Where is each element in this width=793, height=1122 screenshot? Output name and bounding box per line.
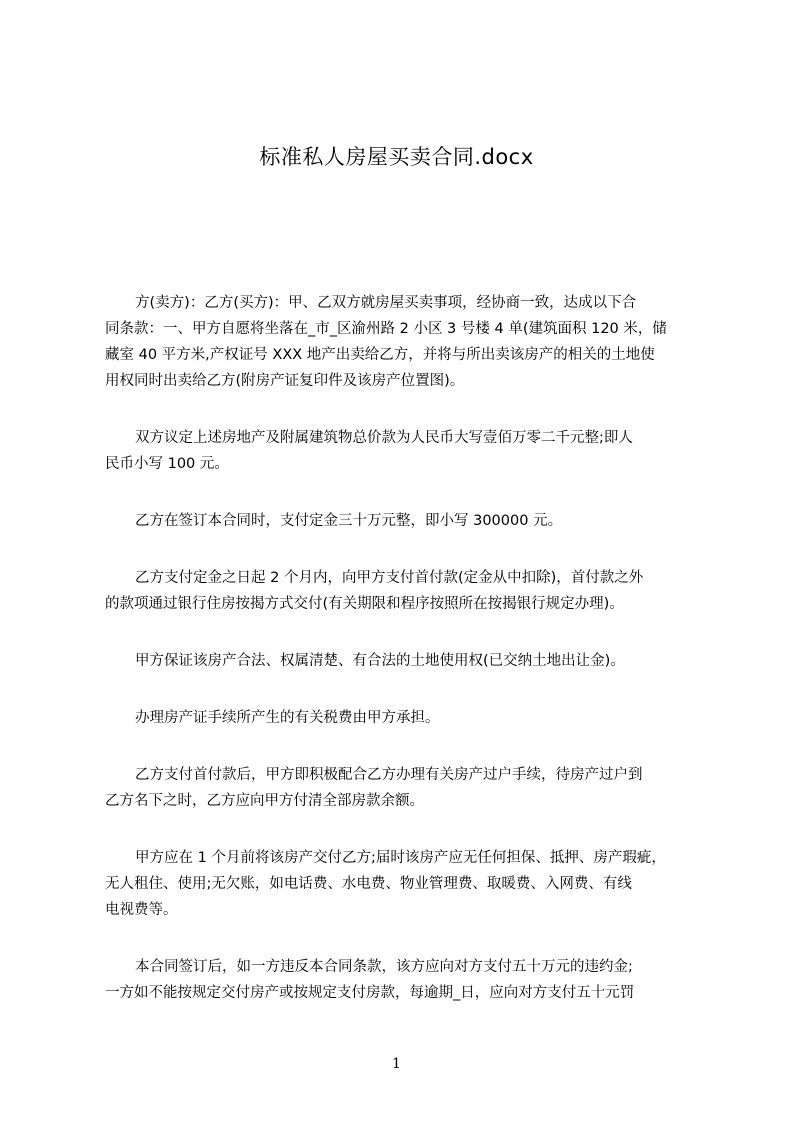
paragraph-deposit (105, 508, 701, 534)
text-line: 甲方应在 1 个月前将该房产交付乙方;届时该房产应无任何担保、抵押、房产瑕疵， (135, 850, 666, 866)
text-line: 办理房产证手续所产生的有关税费由甲方承担。 (135, 710, 440, 726)
text-line: 乙方在签订本合同时，支付定金三十万元整，即小写 300000 元。 (135, 513, 563, 529)
paragraph-fees (105, 705, 701, 731)
text-line: 电视费等。 (105, 902, 178, 918)
text-line: 双方议定上述房地产及附属建筑物总价款为人民币大写壹佰万零二千元整;即人 (135, 430, 633, 446)
text-line: 乙方支付定金之日起 2 个月内，向甲方支付首付款(定金从中扣除)，首付款之外 (135, 570, 644, 586)
text-line: 用权同时出卖给乙方(附房产证复印件及该房产位置图)。 (105, 373, 465, 389)
text-line: 乙方支付首付款后，甲方即积极配合乙方办理有关房产过户手续，待房产过户到 (135, 767, 643, 783)
text-line: 同条款：一、甲方自愿将坐落在_市_区渝州路 2 小区 3 号楼 4 单(建筑面积 120 米，储 (105, 321, 667, 337)
paragraph-breach (105, 954, 701, 1006)
text-line: 本合同签订后，如一方违反本合同条款，该方应向对方支付五十万元的违约金; (135, 959, 633, 975)
text-line: 的款项通过银行住房按揭方式交付(有关期限和程序按照所在按揭银行规定办理)。 (105, 596, 624, 612)
paragraph-delivery (105, 845, 701, 923)
paragraph-parties (105, 290, 701, 394)
text-line: 甲方保证该房产合法、权属清楚、有合法的土地使用权(已交纳土地出让金)。 (135, 653, 625, 669)
paragraph-transfer (105, 762, 701, 814)
text-line: 民币小写 100 元。 (105, 456, 229, 472)
document-title: 标准私人房屋买卖合同.docx (259, 145, 534, 169)
paragraph-seller-guarantee (105, 648, 701, 674)
paragraph-down-payment (105, 565, 701, 617)
text-line: 乙方名下之时，乙方应向甲方付清全部房款余额。 (105, 793, 424, 809)
page-number: 1 (392, 1056, 401, 1072)
text-line: 无人租住、使用;无欠账，如电话费、水电费、物业管理费、取暖费、入网费、有线 (105, 876, 632, 892)
contract-body (105, 290, 701, 1037)
text-line: 一方如不能按规定交付房产或按规定支付房款，每逾期_日，应向对方支付五十元罚 (105, 985, 635, 1001)
text-line: 藏室 40 平方米,产权证号 XXX 地产出卖给乙方，并将与所出卖该房产的相关的土地使 (105, 347, 655, 363)
paragraph-total-price (105, 425, 701, 477)
text-line: 方(卖方)：乙方(买方)：甲、乙双方就房屋买卖事项，经协商一致，达成以下合 (135, 295, 637, 311)
